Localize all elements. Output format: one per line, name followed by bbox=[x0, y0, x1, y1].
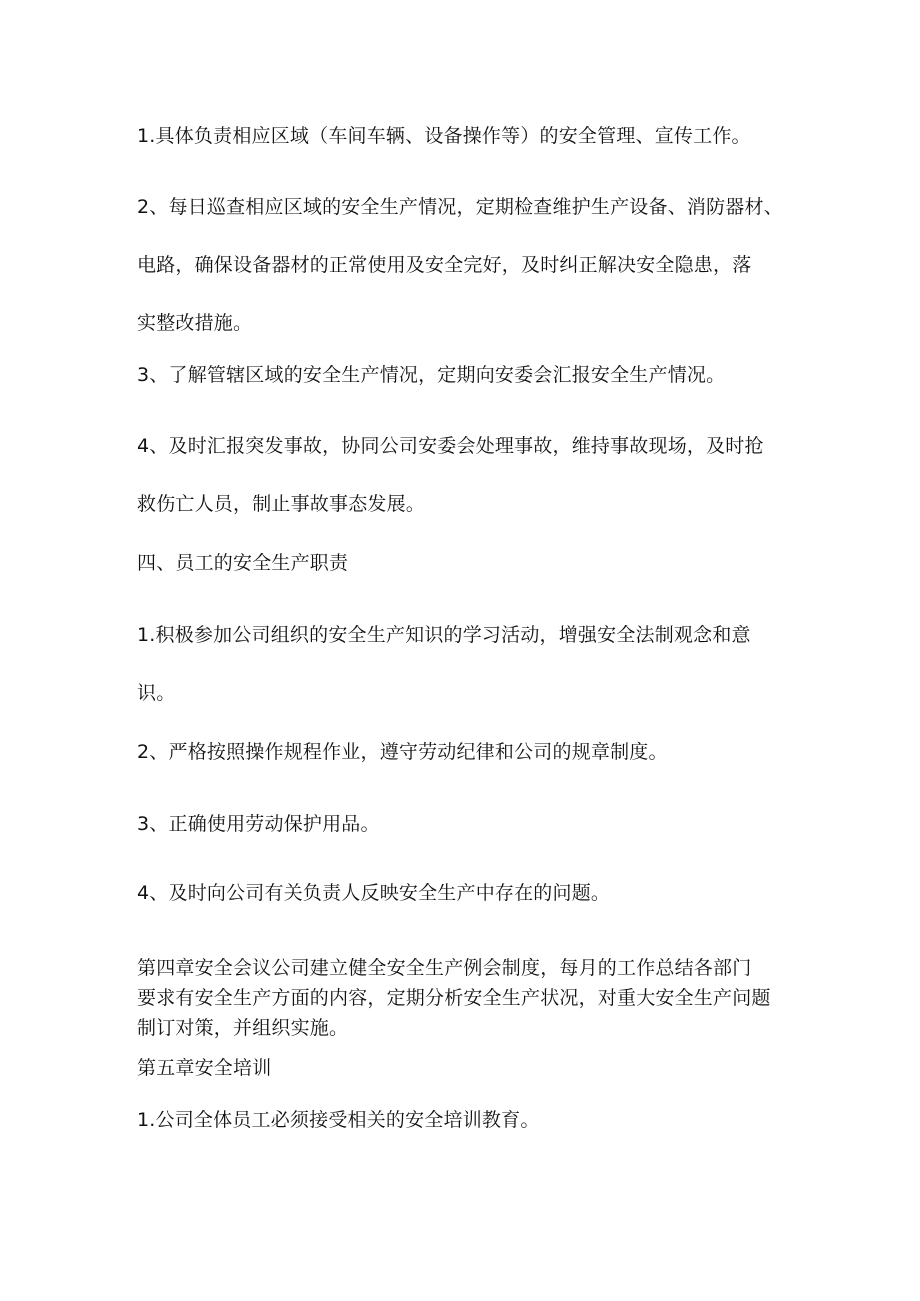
text-line: 1.公司全体员工必须接受相关的安全培训教育。 bbox=[137, 1109, 540, 1131]
text-line: 2、每日巡查相应区域的安全生产情况，定期检查维护生产设备、消防器材、 bbox=[137, 196, 783, 218]
text-line: 3、了解管辖区域的安全生产情况，定期向安委会汇报安全生产情况。 bbox=[137, 364, 726, 386]
text-line: 要求有安全生产方面的内容，定期分析安全生产状况，对重大安全生产问题 bbox=[137, 987, 771, 1009]
paragraph-employee-1 bbox=[137, 606, 787, 722]
text-line: 识。 bbox=[137, 682, 176, 704]
section-heading-employee-duties bbox=[137, 551, 787, 575]
paragraph-duty-4 bbox=[137, 417, 787, 533]
text-line: 第五章安全培训 bbox=[137, 1057, 272, 1079]
text-line: 2、严格按照操作规程作业，遵守劳动纪律和公司的规章制度。 bbox=[137, 741, 668, 763]
chapter-five-heading bbox=[137, 1056, 787, 1080]
text-line: 救伤亡人员，制止事故事态发展。 bbox=[137, 493, 426, 515]
text-line: 4、及时向公司有关负责人反映安全生产中存在的问题。 bbox=[137, 882, 611, 904]
paragraph-employee-2 bbox=[137, 740, 787, 764]
text-line: 实整改措施。 bbox=[137, 312, 253, 334]
text-line: 制订对策，并组织实施。 bbox=[137, 1017, 349, 1039]
text-line: 四、员工的安全生产职责 bbox=[137, 552, 349, 574]
text-line: 1.具体负责相应区域（车间车辆、设备操作等）的安全管理、宣传工作。 bbox=[137, 125, 751, 147]
paragraph-employee-4 bbox=[137, 881, 787, 905]
text-line: 第四章安全会议公司建立健全安全生产例会制度，每月的工作总结各部门 bbox=[137, 957, 752, 979]
text-line: 1.积极参加公司组织的安全生产知识的学习活动，增强安全法制观念和意 bbox=[137, 624, 751, 646]
paragraph-duty-3 bbox=[137, 363, 787, 387]
paragraph-training-1 bbox=[137, 1108, 787, 1132]
paragraph-chapter-four bbox=[137, 953, 787, 1043]
paragraph-duty-2 bbox=[137, 178, 787, 352]
paragraph-duty-1 bbox=[137, 124, 787, 148]
text-line: 3、正确使用劳动保护用品。 bbox=[137, 813, 380, 835]
text-line: 4、及时汇报突发事故，协同公司安委会处理事故，维持事故现场，及时抢 bbox=[137, 435, 764, 457]
paragraph-employee-3 bbox=[137, 812, 787, 836]
text-line: 电路，确保设备器材的正常使用及安全完好，及时纠正解决安全隐患，落 bbox=[137, 254, 752, 276]
